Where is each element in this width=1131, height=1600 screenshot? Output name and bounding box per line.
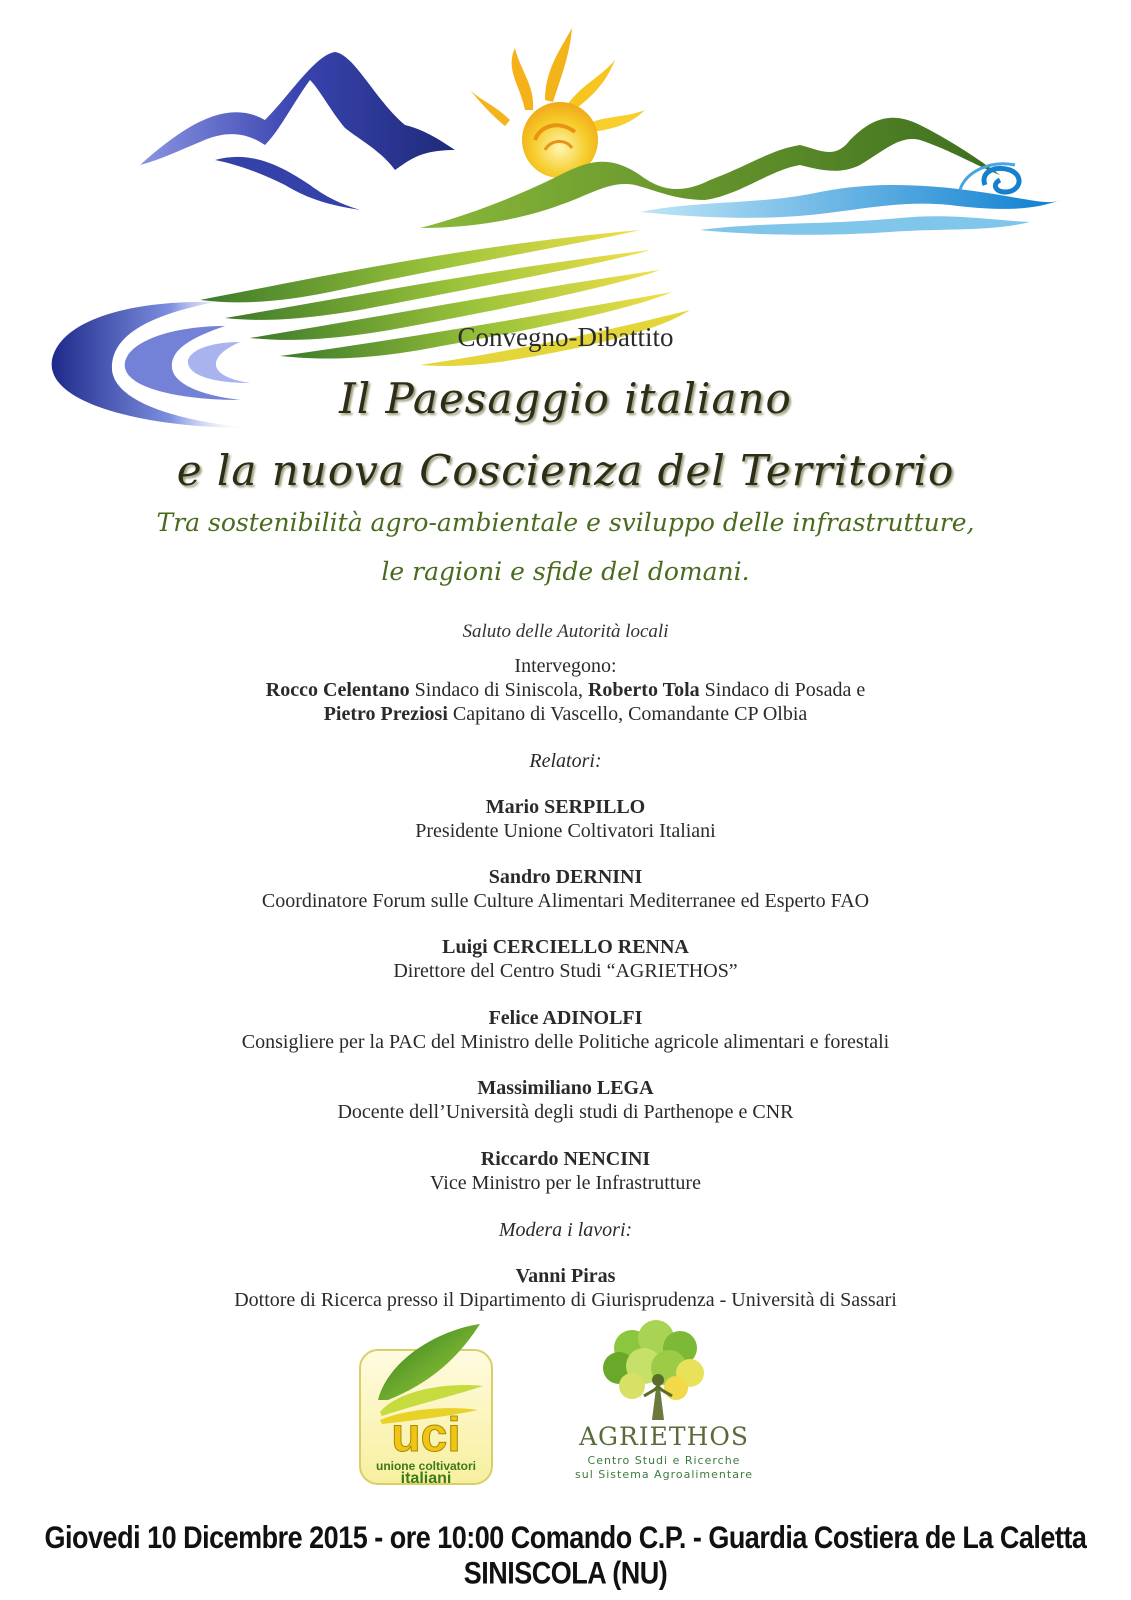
relatore-name: Massimiliano LEGA xyxy=(477,1077,654,1099)
relatori-label: Relatori: xyxy=(529,750,602,772)
page-title: Il Paesaggio italiano xyxy=(339,374,792,423)
relatore-role: Presidente Unione Coltivatori Italiani xyxy=(415,820,716,842)
speaker-role: Capitano di Vascello, Comandante CP Olbia xyxy=(447,703,808,725)
agriethos-name: AGRIETHOS xyxy=(578,1422,750,1451)
mountain-ridge-lower xyxy=(215,157,360,210)
speakers-intro-line2 xyxy=(0,703,1131,726)
speakers-intro-line1 xyxy=(0,679,1131,702)
uci-line1: unione coltivatori xyxy=(375,1459,476,1473)
subtitle-line2: le ragioni e sfide del domani. xyxy=(381,557,750,586)
uci-mark: uci xyxy=(391,1409,461,1462)
agriethos-logo xyxy=(564,1318,764,1488)
pretitle: Convegno-Dibattito xyxy=(457,322,674,352)
event-date-location: Giovedi 10 Dicembre 2015 - ore 10:00 Comando C.P. - Guardia Costiera de La Caletta SINISCOLA (NU) xyxy=(44,1520,1087,1591)
moderator-label: Modera i lavori: xyxy=(498,1219,633,1241)
greeting: Saluto delle Autorità locali xyxy=(462,621,669,642)
agriethos-line2: sul Sistema Agroalimentare xyxy=(575,1468,753,1481)
relatore-name: Luigi CERCIELLO RENNA xyxy=(442,936,689,958)
relatore-name: Sandro DERNINI xyxy=(488,866,643,888)
speaker-role: Sindaco di Siniscola, xyxy=(409,679,588,701)
uci-line2: italiani xyxy=(400,1470,452,1487)
relatore-role: Vice Ministro per le Infrastrutture xyxy=(430,1172,701,1194)
agriethos-line1: Centro Studi e Ricerche xyxy=(587,1454,741,1467)
relatore-role: Coordinatore Forum sulle Culture Alimentari Mediterranee ed Esperto FAO xyxy=(261,890,870,912)
relatore-name: Felice ADINOLFI xyxy=(488,1007,643,1029)
tree-icon xyxy=(564,1318,764,1422)
landscape-illustration xyxy=(0,0,1131,430)
speakers-intro-label: Intervegono: xyxy=(514,655,617,677)
relatore-role: Consigliere per la PAC del Ministro delle Politiche agricole alimentari e forestali xyxy=(241,1031,890,1053)
page-title-line2: e la nuova Coscienza del Territorio xyxy=(176,446,955,495)
speaker-name: Pietro Preziosi xyxy=(323,703,448,725)
speaker-name: Rocco Celentano xyxy=(265,679,410,701)
speaker-name: Roberto Tola xyxy=(587,679,700,701)
relatore-role: Docente dell’Università degli studi di Parthenope e CNR xyxy=(337,1101,794,1123)
relatore-role: Direttore del Centro Studi “AGRIETHOS” xyxy=(393,960,738,982)
uci-logo xyxy=(358,1320,494,1488)
relatore-name: Mario SERPILLO xyxy=(485,796,646,818)
moderator-role: Dottore di Ricerca presso il Dipartimento di Giurisprudenza - Università di Sassari xyxy=(234,1289,897,1311)
moderator-name: Vanni Piras xyxy=(515,1265,616,1287)
subtitle: Tra sostenibilità agro-ambientale e sviluppo delle infrastrutture, xyxy=(156,508,975,537)
sun-icon xyxy=(470,28,645,178)
relatore-name: Riccardo NENCINI xyxy=(480,1148,651,1170)
speaker-role: Sindaco di Posada e xyxy=(699,679,866,701)
mountain-ridge xyxy=(140,52,455,170)
